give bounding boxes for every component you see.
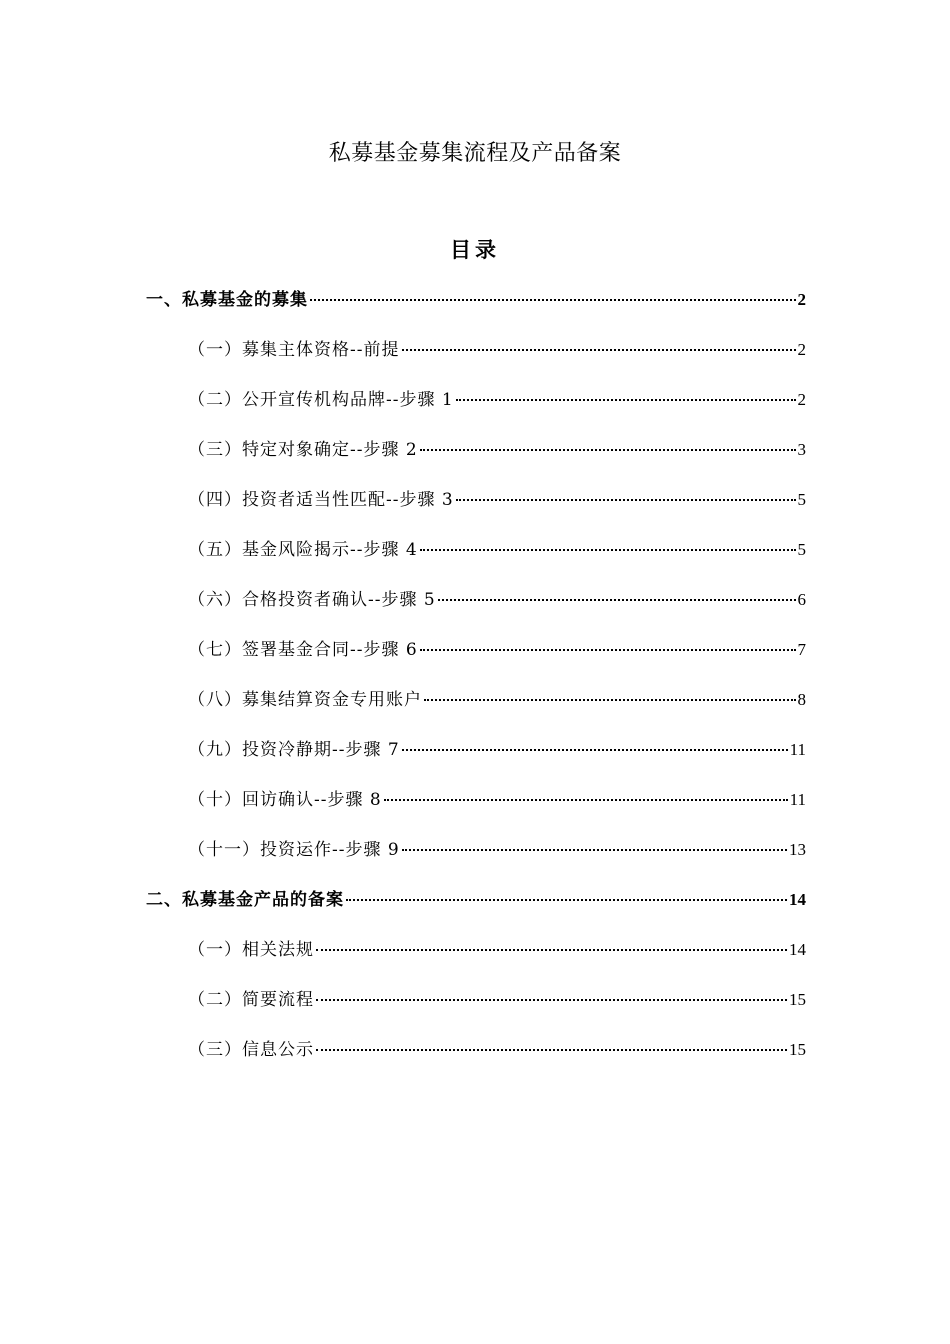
toc-page-number: 11 xyxy=(789,740,806,759)
toc-dot-leader xyxy=(402,849,787,851)
toc-page-number: 5 xyxy=(797,540,806,559)
toc-page-number: 13 xyxy=(789,840,806,859)
toc-page-number: 2 xyxy=(797,340,806,359)
toc-dot-leader xyxy=(456,399,796,401)
toc-page-number: 14 xyxy=(789,940,806,959)
toc-entry-text: （六）合格投资者确认--步骤 5 xyxy=(188,590,436,610)
toc-entry[interactable] xyxy=(188,735,806,765)
toc-heading: 目录 xyxy=(450,237,500,262)
toc-entry-text: （二）简要流程 xyxy=(188,990,314,1010)
toc-entry[interactable] xyxy=(188,335,806,365)
toc-entry[interactable] xyxy=(146,885,806,915)
toc-entry[interactable] xyxy=(188,385,806,415)
toc-page-number: 11 xyxy=(789,790,806,809)
toc-entry[interactable] xyxy=(188,435,806,465)
toc-entry-text: （十一）投资运作--步骤 9 xyxy=(188,840,400,860)
toc-dot-leader xyxy=(316,949,787,951)
toc-entry-text: （九）投资冷静期--步骤 7 xyxy=(188,740,400,760)
toc-entry-text: （二）公开宣传机构品牌--步骤 1 xyxy=(188,390,454,410)
toc-page-number: 2 xyxy=(797,290,806,309)
toc-entry[interactable] xyxy=(188,635,806,665)
page-title: 私募基金募集流程及产品备案 xyxy=(328,141,622,166)
toc-entry-text: （一）募集主体资格--前提 xyxy=(188,340,400,360)
toc-dot-leader xyxy=(402,349,796,351)
toc-dot-leader xyxy=(316,999,787,1001)
toc-page-number: 5 xyxy=(797,490,806,509)
toc-entry-text: （十）回访确认--步骤 8 xyxy=(188,790,382,810)
toc-entry-text: （四）投资者适当性匹配--步骤 3 xyxy=(188,490,454,510)
toc-entry-text: （八）募集结算资金专用账户 xyxy=(188,690,422,710)
toc-entry[interactable] xyxy=(146,285,806,315)
toc-entry-text: （三）特定对象确定--步骤 2 xyxy=(188,440,418,460)
toc-entry-text: （三）信息公示 xyxy=(188,1040,314,1060)
toc-dot-leader xyxy=(346,899,787,901)
toc-dot-leader xyxy=(384,799,788,801)
toc-page-number: 3 xyxy=(797,440,806,459)
toc-entry[interactable] xyxy=(188,985,806,1015)
toc-entry[interactable] xyxy=(188,585,806,615)
toc-page-number: 15 xyxy=(789,990,806,1009)
toc-dot-leader xyxy=(424,699,796,701)
toc-dot-leader xyxy=(420,449,796,451)
toc-dot-leader xyxy=(456,499,796,501)
toc-dot-leader xyxy=(316,1049,787,1051)
toc-dot-leader xyxy=(438,599,796,601)
toc-entry-text: （一）相关法规 xyxy=(188,940,314,960)
toc-entry-text: 一、私募基金的募集 xyxy=(146,290,308,310)
toc-dot-leader xyxy=(310,299,796,301)
toc-entry-text: （七）签署基金合同--步骤 6 xyxy=(188,640,418,660)
toc-entry[interactable] xyxy=(188,835,806,865)
toc-dot-leader xyxy=(420,649,796,651)
toc-page-number: 8 xyxy=(797,690,806,709)
toc-page-number: 7 xyxy=(797,640,806,659)
toc-entry[interactable] xyxy=(188,485,806,515)
toc-dot-leader xyxy=(420,549,796,551)
toc-entry[interactable] xyxy=(188,935,806,965)
toc-entry[interactable] xyxy=(188,785,806,815)
toc-page-number: 14 xyxy=(789,890,806,909)
toc-entry-text: 二、私募基金产品的备案 xyxy=(146,890,344,910)
toc-entry-text: （五）基金风险揭示--步骤 4 xyxy=(188,540,418,560)
toc-dot-leader xyxy=(402,749,788,751)
toc-page-number: 6 xyxy=(797,590,806,609)
toc-entry[interactable] xyxy=(188,1035,806,1065)
toc-page-number: 15 xyxy=(789,1040,806,1059)
toc-entry[interactable] xyxy=(188,535,806,565)
toc-page-number: 2 xyxy=(797,390,806,409)
toc-entry[interactable] xyxy=(188,685,806,715)
